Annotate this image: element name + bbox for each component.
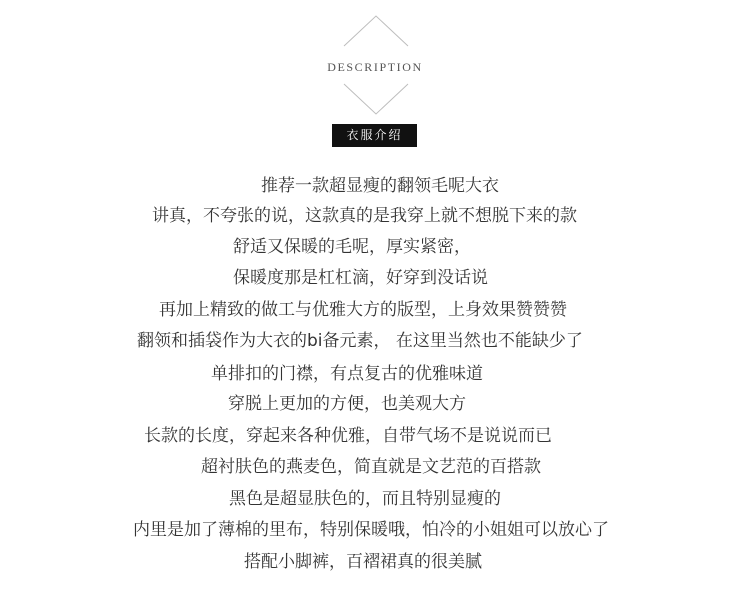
section-tag: 衣服介绍: [332, 124, 417, 147]
description-line: 超衬肤色的燕麦色，简直就是文艺范的百搭款: [201, 457, 541, 477]
description-line: 讲真，不夸张的说，这款真的是我穿上就不想脱下来的款: [152, 206, 577, 226]
description-line: 穿脱上更加的方便，也美观大方: [228, 394, 466, 414]
description-emblem: [0, 0, 750, 120]
description-caption: DESCRIPTION: [327, 60, 423, 74]
description-line: 单排扣的门襟，有点复古的优雅味道: [211, 364, 483, 384]
description-line: 再加上精致的做工与优雅大方的版型，上身效果赞赞赞: [159, 300, 567, 320]
description-line: 搭配小脚裤，百褶裙真的很美腻: [244, 552, 482, 572]
description-line: 内里是加了薄棉的里布，特别保暖哦，怕冷的小姐姐可以放心了: [133, 520, 609, 540]
description-line: 保暖度那是杠杠滴，好穿到没话说: [233, 268, 488, 288]
description-line: 推荐一款超显瘦的翻领毛呢大衣: [261, 176, 499, 196]
description-line: 长款的长度，穿起来各种优雅，自带气场不是说说而已: [144, 426, 552, 446]
description-line: 舒适又保暖的毛呢，厚实紧密，: [233, 237, 471, 257]
description-line: 翻领和插袋作为大衣的bi备元素， 在这里当然也不能缺少了: [137, 331, 583, 351]
description-line: 黑色是超显肤色的，而且特别显瘦的: [229, 489, 501, 509]
